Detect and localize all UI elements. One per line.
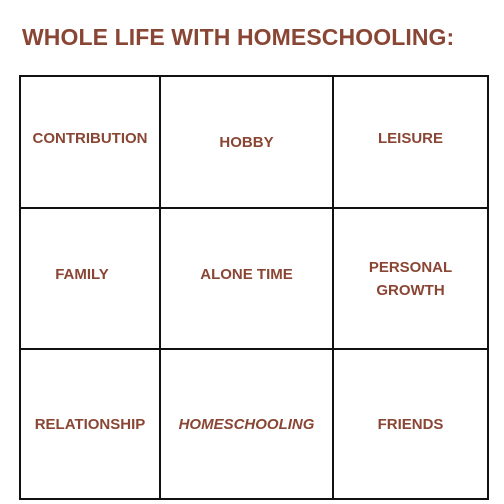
cell-label: RELATIONSHIP: [34, 415, 146, 433]
grid-cell-friends: [334, 350, 487, 498]
grid-cell-leisure: [334, 77, 487, 209]
cell-label: ALONE TIME: [200, 266, 293, 283]
grid-cell-family: [21, 209, 161, 350]
cell-label: FRIENDS: [377, 415, 444, 433]
cell-label: PERSONAL GROWTH: [368, 258, 453, 299]
grid-cell-contribution: [21, 77, 161, 209]
grid-cell-relationship: [21, 350, 161, 498]
cell-label: HOMESCHOOLING: [178, 415, 315, 433]
cell-label: FAMILY: [55, 266, 109, 283]
grid-cell-personal-growth: [334, 209, 487, 350]
cell-label: LEISURE: [377, 129, 443, 147]
cell-label: CONTRIBUTION: [32, 129, 148, 147]
life-areas-grid: [19, 75, 489, 500]
grid-cell-homeschooling: [161, 350, 334, 498]
grid-cell-hobby: [161, 77, 334, 209]
cell-label: HOBBY: [219, 133, 274, 151]
grid-cell-alone-time: [161, 209, 334, 350]
page-title: WHOLE LIFE WITH HOMESCHOOLING:: [22, 24, 455, 50]
